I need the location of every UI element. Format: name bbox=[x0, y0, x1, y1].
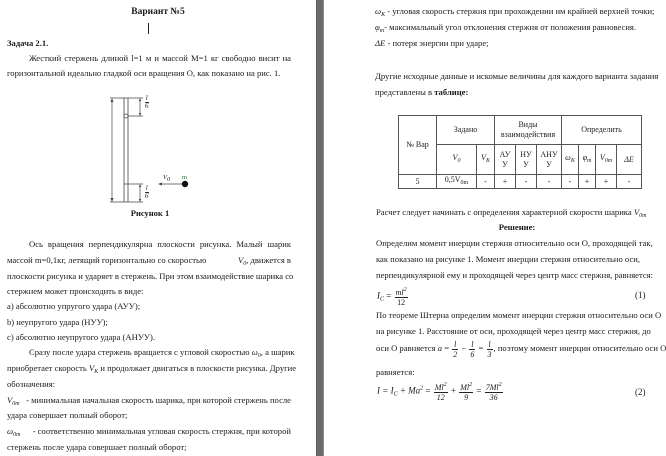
bottom-fraction-label: l 6 bbox=[145, 184, 149, 200]
cell-nuu: - bbox=[516, 175, 537, 189]
equation-1: $I_C$ = $\frac{ml^2}{12}$ bbox=[377, 287, 407, 307]
definition-phim: $\varphi_m-$ максимальный угол отклонения стержня от положения равновесия. bbox=[375, 22, 637, 34]
list-item-b: b) неупругого удара (НУУ); bbox=[7, 317, 108, 327]
cell-de: - bbox=[617, 175, 642, 189]
table-col-v0m: $V_{0m}$ bbox=[596, 145, 617, 175]
task-heading: Задача 2.1. bbox=[7, 38, 49, 48]
solution-line-3: перпендикулярной ему и проходящей через центр масс стержня, равняется: bbox=[376, 270, 653, 280]
para2-line-1: Ось вращения перпендикулярна плоскости рисунка. Малый шарик bbox=[29, 239, 291, 249]
steiner-line-3: оси О равняется a = $\frac{l}{2}$ − $\frac{l}{6}$ = $\frac{l}{3}$ , поэтому момент инерции относительно оси О bbox=[376, 339, 666, 359]
table-header-given: Задано bbox=[437, 116, 495, 145]
table-header-variant: № Вар bbox=[399, 116, 437, 175]
cell-anuu: - bbox=[537, 175, 562, 189]
table-header-interaction: Виды взаимодействия bbox=[495, 116, 562, 145]
equation-2: $I = I_C + Ma^2$ = $\frac{Ml^2}{12}$ + $\frac{Ml^2}{9}$ = $\frac{7Ml^2}{36}$ bbox=[377, 382, 502, 402]
list-item-c: c) абсолютно неупругого удара (АНУУ). bbox=[7, 332, 155, 342]
table-intro-line-2: представлены в таблице: bbox=[375, 87, 469, 97]
fraction: $\frac{ml^2}{12}$ bbox=[395, 287, 407, 307]
equation-1-number: (1) bbox=[635, 290, 646, 300]
definition-w0m: $\omega_{0m}$ - соответственно минимальная угловая скорость стержня, при которой bbox=[7, 426, 291, 438]
figure-caption: Рисунок 1 bbox=[130, 208, 170, 218]
variant-title: Вариант №5 bbox=[131, 7, 185, 17]
table-intro-line-1: Другие исходные данные и искомые величины для каждого варианта задания bbox=[375, 71, 659, 81]
solution-line-2: как показано на рисунке 1. Момент инерции стержня относительно оси, bbox=[376, 254, 641, 264]
cell-v0: $0,5V_{0m}$ bbox=[437, 175, 477, 189]
solution-heading: Решение: bbox=[498, 222, 536, 232]
document-page-left bbox=[0, 0, 316, 456]
equation-2-number: (2) bbox=[635, 387, 646, 397]
para3-line-2: приобретает скорость $V_K$ и продолжает двигаться в плоскости рисунка. Другие bbox=[7, 363, 297, 375]
table-col-v0: $V_0$ bbox=[437, 145, 477, 175]
definition-v0m: $V_{0m}$ - минимальная начальная скорость шарика, при которой стержень после bbox=[7, 395, 291, 407]
velocity-label: V0 bbox=[163, 174, 170, 183]
steiner-line-4: равняется: bbox=[376, 367, 415, 377]
text-cursor bbox=[148, 23, 149, 34]
table-col-phim: $\varphi_m$ bbox=[579, 145, 596, 175]
table-col-vk: $V_K$ bbox=[477, 145, 495, 175]
rod-diagram bbox=[80, 90, 220, 220]
table-col-de: ΔE bbox=[617, 145, 642, 175]
table-col-nuu: НУ У bbox=[516, 145, 537, 175]
table-row bbox=[399, 175, 642, 189]
top-fraction-label: l 6 bbox=[145, 94, 149, 110]
solution-line-1: Определим момент инерции стержня относительно оси О, проходящей так, bbox=[376, 238, 653, 248]
definition-wk: $\omega_K$ - угловая скорость стержня при прохождении им крайней верхней точки; bbox=[375, 6, 655, 18]
cell-v0m: + bbox=[596, 175, 617, 189]
cell-vk: - bbox=[477, 175, 495, 189]
para2-line-2: массой m=0,1кг, летящий горизонтально со скоростью $V_0$, движется в bbox=[7, 255, 291, 267]
intro-line-2: горизонтальной идеально гладкой оси вращения O, как показано на рис. 1. bbox=[7, 68, 281, 78]
steiner-line-1: По теореме Штерна определим момент инерции стержня относительно оси О bbox=[376, 310, 662, 320]
definition-v0m-line-2: удара совершает полный оборот; bbox=[7, 410, 128, 420]
table-header-find: Определить bbox=[562, 116, 642, 145]
para2-line-4: стержнем может происходить в виде: bbox=[7, 286, 144, 296]
para3-line-1: Сразу после удара стержень вращается с угловой скоростью $\omega_0$, а шарик bbox=[29, 347, 295, 359]
cell-wk: - bbox=[562, 175, 579, 189]
calc-start-line: Расчет следует начинать с определения характерной скорости шарика $V_{0m}$ bbox=[376, 207, 647, 219]
intro-line-1: Жесткий стержень длиной l=1 м и массой M=1 кг свободно висит на bbox=[29, 53, 291, 63]
table-col-wk: $\omega_K$ bbox=[562, 145, 579, 175]
figure-1 bbox=[80, 90, 220, 220]
cell-auu: + bbox=[495, 175, 516, 189]
para2-line-3: плоскости рисунка и ударяет в стержень. При этом взаимодействие шарика со bbox=[7, 271, 294, 281]
page-gutter bbox=[316, 0, 324, 456]
variant-table bbox=[398, 115, 642, 189]
table-col-anuu: АНУ У bbox=[537, 145, 562, 175]
table-col-auu: АУ У bbox=[495, 145, 516, 175]
steiner-line-2: на рисунке 1. Расстояние от оси, проходящей через центр масс стержня, до bbox=[376, 326, 651, 336]
definition-w0m-line-2: стержень после удара совершает полный оборот; bbox=[7, 442, 187, 452]
definition-de: ΔE - потеря энергии при ударе; bbox=[375, 38, 489, 48]
para3-line-3: обозначения: bbox=[7, 379, 56, 389]
cell-phim: + bbox=[579, 175, 596, 189]
list-item-a: a) абсолютно упругого удара (АУУ); bbox=[7, 301, 141, 311]
ball-mass-label: m bbox=[182, 174, 188, 181]
cell-var: 5 bbox=[399, 175, 437, 189]
